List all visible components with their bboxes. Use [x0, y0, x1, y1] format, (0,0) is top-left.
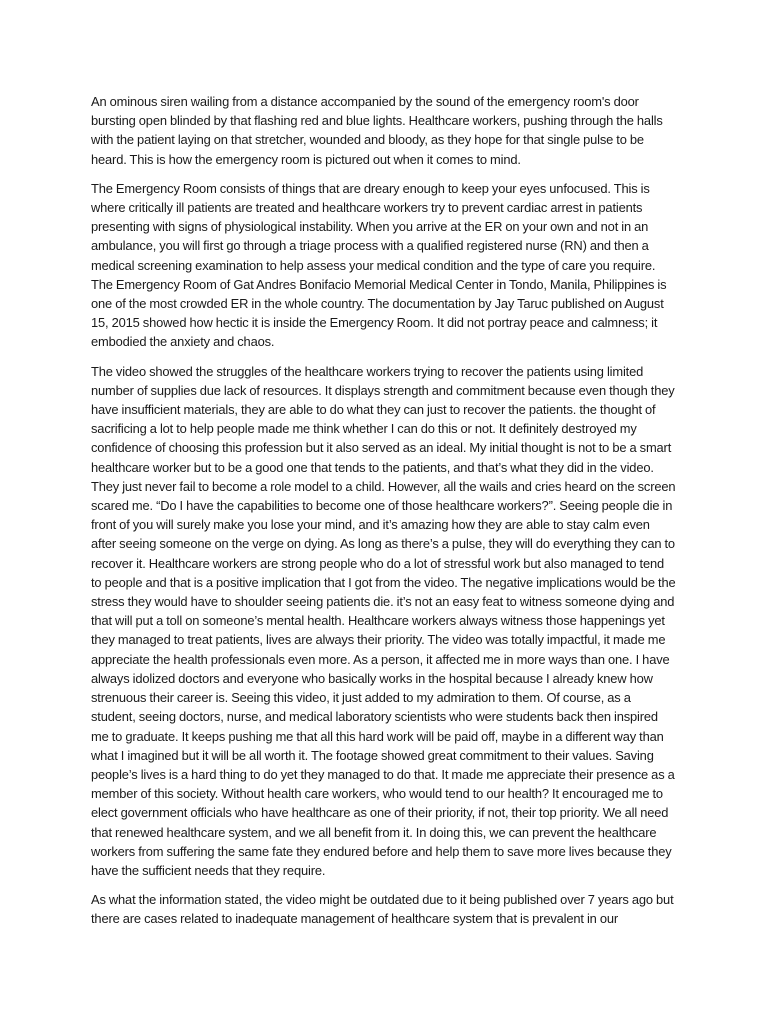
paragraph-4: As what the information stated, the video might be outdated due to it being published over 7 years ago but there are cases related to inadequate management of healthcare system that is prevalent in our — [91, 892, 674, 927]
paragraph-3: The video showed the struggles of the healthcare workers trying to recover the patients using limited number of supplies due lack of resources. It displays strength and commitment because even though they have insufficient materials, they are able to do what they can just to recover the patients. the thought of sacrificing a lot to help people made me think whether I can do this or not. It definitely destroyed my confidence of choosing this profession but it also served as an ideal. My initial thought is not to be a smart healthcare worker but to be a good one that tends to the patients, and that’s what they did in the video. They just never fail to become a role model to a child. However, all the wails and cries heard on the screen scared me. “Do I have the capabilities to become one of those healthcare workers?”. Seeing people die in front of you will surely make you lose your mind, and it’s amazing how they are able to stay calm even after seeing someone on the verge on dying. As long as there’s a pulse, they will do everything they can to recover it. Healthcare workers are strong people who do a lot of stressful work but also managed to tend to people and that is a positive implication that I got from the video. The negative implications would be the stress they would have to shoulder seeing patients die. it’s not an easy feat to witness someone dying and that will put a toll on someone’s mental health. Healthcare workers always witness those happenings yet they managed to treat patients, lives are always their priority. The video was totally impactful, it made me appreciate the health professionals even more. As a person, it affected me in more ways than one. I have always idolized doctors and everyone who basically works in the hospital because I already knew how strenuous their career is. Seeing this video, it just added to my admiration to them. Of course, as a student, seeing doctors, nurse, and medical laboratory scientists who were students back then inspired me to graduate. It keeps pushing me that all this hard work will be paid off, maybe in a different way than what I imagined but it will be all worth it. The footage showed great commitment to their values. Saving people’s lives is a hard thing to do yet they managed to do that. It made me appreciate their presence as a member of this society. Without health care workers, who would tend to our health? It encouraged me to elect government officials who have healthcare as one of their priority, if not, their top priority. We all need that renewed healthcare system, and we all benefit from it. In doing this, we can prevent the healthcare workers from suffering the same fate they endured before and help them to save more lives because they have the sufficient needs that they require. — [91, 363, 676, 878]
paragraph-1: An ominous siren wailing from a distance accompanied by the sound of the emergency room's door bursting open blinded by that flashing red and blue lights. Healthcare workers, pushing through the halls with the patient laying on that stretcher, wounded and bloody, as they hope for that single pulse to be heard. This is how the emergency room is pictured out when it comes to mind. — [91, 94, 663, 167]
paragraph-2: The Emergency Room consists of things that are dreary enough to keep your eyes unfocused. This is where critically ill patients are treated and healthcare workers try to prevent cardiac arrest in patients presenting with signs of physiological instability. When you arrive at the ER on your own and not in an ambulance, you will first go through a triage process with a qualified registered nurse (RN) and then a medical screening examination to help assess your medical condition and the type of care you require. The Emergency Room of Gat Andres Bonifacio Memorial Medical Center in Tondo, Manila, Philippines is one of the most crowded ER in the whole country. The documentation by Jay Taruc published on August 15, 2015 showed how hectic it is inside the Emergency Room. It did not portray peace and calmness; it embodied the anxiety and chaos. — [91, 180, 667, 350]
document-body — [91, 92, 677, 939]
